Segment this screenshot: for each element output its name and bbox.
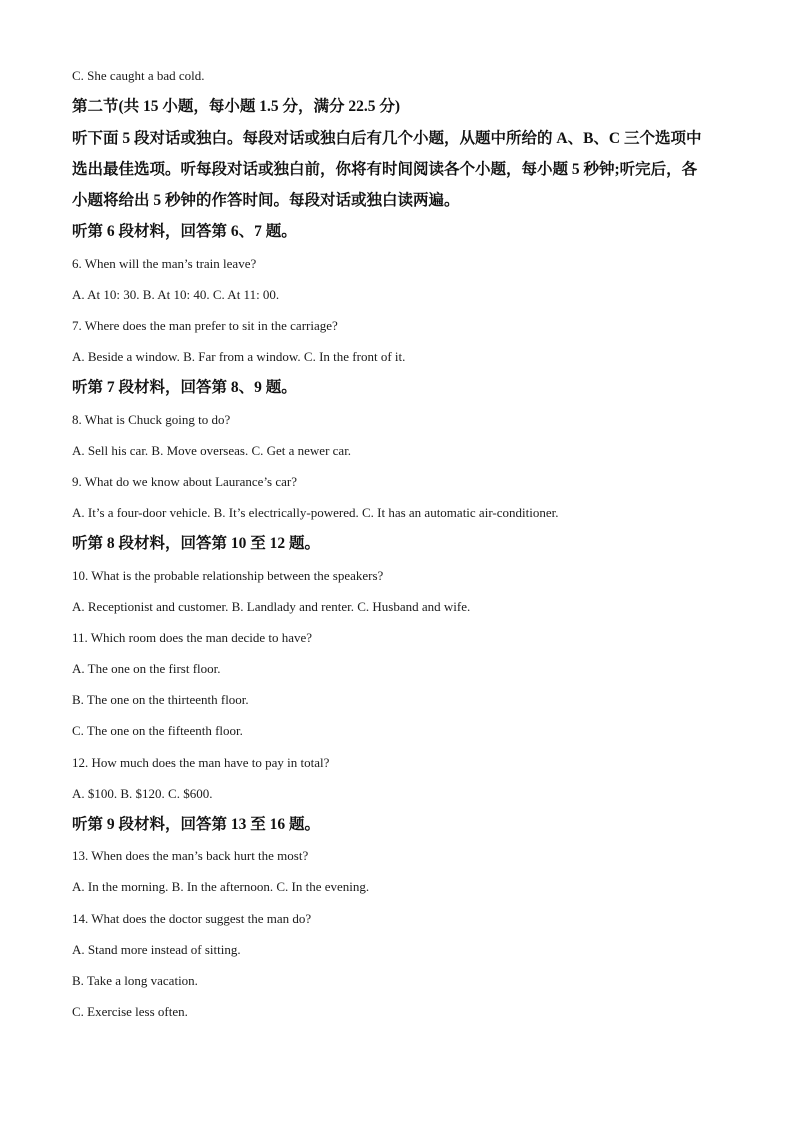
question: 8. What is Chuck going to do? (72, 412, 231, 427)
passage-heading: 听第 9 段材料，回答第 13 至 16 题。 (72, 816, 321, 833)
passage-heading: 听第 6 段材料，回答第 6、7 题。 (72, 223, 297, 240)
question: 14. What does the doctor suggest the man do? (72, 911, 312, 926)
answer-option: A. The one on the first floor. (72, 661, 221, 676)
answer-option: B. Take a long vacation. (72, 973, 198, 988)
answer-option: C. The one on the fifteenth floor. (72, 723, 243, 738)
question: 11. Which room does the man decide to have? (72, 630, 313, 645)
question: 12. How much does the man have to pay in total? (72, 755, 330, 770)
question: 10. What is the probable relationship between the speakers? (72, 568, 384, 583)
instruction-line: 选出最佳选项。听每段对话或独白前，你将有时间阅读各个小题，每小题 5 秒钟;听完后，各 (72, 161, 698, 178)
answer-options: A. It’s a four-door vehicle. B. It’s electrically-powered. C. It has an automatic air-conditioner. (72, 505, 559, 520)
answer-options: A. At 10: 30. B. At 10: 40. C. At 11: 00. (72, 287, 280, 302)
question: 13. When does the man’s back hurt the most? (72, 848, 309, 863)
answer-options: A. In the morning. B. In the afternoon. C. In the evening. (72, 879, 370, 894)
instruction-line: 小题将给出 5 秒钟的作答时间。每段对话或独白读两遍。 (72, 192, 460, 209)
question: 7. Where does the man prefer to sit in the carriage? (72, 318, 338, 333)
answer-option: A. Stand more instead of sitting. (72, 942, 241, 957)
instruction-line: 听下面 5 段对话或独白。每段对话或独白后有几个小题，从题中所给的 A、B、C 三个选项中 (72, 130, 702, 147)
answer-option: B. The one on the thirteenth floor. (72, 692, 249, 707)
section-heading: 第二节(共 15 小题，每小题 1.5 分，满分 22.5 分) (72, 98, 401, 115)
answer-options: A. Sell his car. B. Move overseas. C. Get a newer car. (72, 443, 352, 458)
passage-heading: 听第 8 段材料，回答第 10 至 12 题。 (72, 535, 321, 552)
question: 9. What do we know about Laurance’s car? (72, 474, 298, 489)
answer-option: C. Exercise less often. (72, 1004, 188, 1019)
answer-options: A. Receptionist and customer. B. Landlady and renter. C. Husband and wife. (72, 599, 471, 614)
text-line: C. She caught a bad cold. (72, 68, 205, 83)
passage-heading: 听第 7 段材料，回答第 8、9 题。 (72, 379, 297, 396)
question: 6. When will the man’s train leave? (72, 256, 257, 271)
answer-options: A. $100. B. $120. C. $600. (72, 786, 213, 801)
answer-options: A. Beside a window. B. Far from a window. C. In the front of it. (72, 349, 406, 364)
